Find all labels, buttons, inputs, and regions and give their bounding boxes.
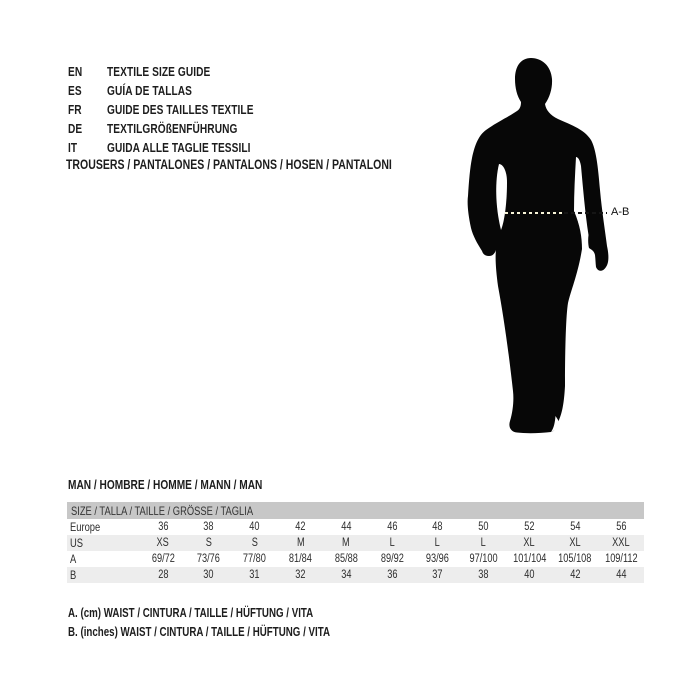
size-cell: 69/72 (151, 553, 175, 565)
size-cell: L (480, 537, 487, 549)
size-cell: 101/104 (512, 553, 546, 565)
language-label: TEXTILE SIZE GUIDE (107, 64, 211, 79)
size-cell: 46 (386, 521, 398, 533)
size-cell: XXL (612, 537, 630, 549)
size-table (67, 502, 644, 583)
size-cell: 32 (295, 569, 306, 581)
size-cell: XL (523, 537, 535, 549)
language-code: FR (68, 102, 82, 117)
language-label: GUIDE DES TAILLES TEXTILE (107, 102, 254, 117)
size-table-wrap (67, 502, 644, 583)
size-cell: 56 (615, 521, 627, 533)
waist-measure-label: A-B (611, 206, 630, 218)
table-row (67, 567, 644, 583)
size-cell: 42 (295, 521, 306, 533)
size-cell: 30 (203, 569, 214, 581)
size-cell: 52 (524, 521, 535, 533)
size-table-header-row (67, 502, 644, 519)
row-label: A (70, 552, 77, 566)
size-cell: 34 (340, 569, 352, 581)
language-list (68, 62, 295, 157)
language-code: ES (68, 83, 82, 98)
size-cell: L (389, 537, 395, 549)
gender-title (68, 477, 317, 492)
table-row (67, 551, 644, 567)
language-label: TEXTILGRÖßENFÜHRUNG (107, 121, 238, 136)
language-row-fr (68, 100, 295, 119)
size-cell: 40 (524, 569, 535, 581)
size-cell: 28 (157, 569, 169, 581)
language-label: GUIDA ALLE TAGLIE TESSILI (107, 140, 251, 155)
measure-notes (68, 604, 404, 641)
size-cell: M (296, 537, 305, 549)
size-cell: 36 (386, 569, 398, 581)
language-label: GUÍA DE TALLAS (107, 83, 193, 98)
size-cell: 109/112 (604, 553, 638, 565)
size-cell: 44 (340, 521, 352, 533)
table-row (67, 519, 644, 535)
man-silhouette (455, 50, 640, 445)
size-cell: S (251, 537, 258, 549)
row-label: US (70, 536, 84, 550)
size-cell: 50 (478, 521, 489, 533)
size-cell: 77/80 (242, 553, 267, 565)
row-label: B (70, 568, 77, 582)
size-cell: 97/100 (469, 553, 498, 565)
size-cell: 36 (157, 521, 169, 533)
language-code: EN (68, 64, 83, 79)
size-cell: S (205, 537, 212, 549)
category-title (66, 157, 484, 172)
language-code: DE (68, 121, 83, 136)
size-table-header: SIZE / TALLA / TAILLE / GRÖSSE / TAGLIA (67, 502, 644, 519)
size-cell: 54 (569, 521, 581, 533)
size-cell: 37 (432, 569, 443, 581)
size-cell: 48 (432, 521, 443, 533)
note-b: B. (inches) WAIST / CINTURA / TAILLE / HÜFTUNG / VITA (68, 624, 330, 639)
size-cell: 105/108 (558, 553, 592, 565)
size-cell: 42 (569, 569, 581, 581)
language-row-en (68, 62, 295, 81)
size-cell: 89/92 (380, 553, 404, 565)
size-cell: 40 (249, 521, 260, 533)
gender-title-text: MAN / HOMBRE / HOMME / MANN / MAN (68, 477, 263, 492)
row-label: Europe (70, 520, 101, 534)
size-cell: 81/84 (288, 553, 312, 565)
size-cell: 85/88 (334, 553, 358, 565)
language-code: IT (68, 140, 78, 155)
size-cell: 44 (615, 569, 627, 581)
category-title-text: TROUSERS / PANTALONES / PANTALONS / HOSEN / PANTALONI (66, 157, 392, 172)
note-a: A. (cm) WAIST / CINTURA / TAILLE / HÜFTUNG / VITA (68, 606, 314, 620)
table-row (67, 535, 644, 551)
language-row-it (68, 138, 295, 157)
language-row-de (68, 119, 295, 138)
language-row-es (68, 81, 295, 100)
size-cell: L (435, 537, 441, 549)
size-cell: 38 (203, 521, 214, 533)
size-cell: M (342, 537, 350, 549)
size-cell: 31 (249, 569, 260, 581)
waist-measure-line-dashed (564, 212, 607, 214)
size-cell: XL (569, 537, 581, 549)
size-cell: 73/76 (197, 553, 221, 565)
size-cell: 93/96 (426, 553, 450, 565)
waist-measure-line-dotted (505, 212, 565, 214)
size-cell: XS (156, 537, 170, 549)
size-cell: 38 (478, 569, 489, 581)
man-silhouette-figure (455, 50, 640, 445)
